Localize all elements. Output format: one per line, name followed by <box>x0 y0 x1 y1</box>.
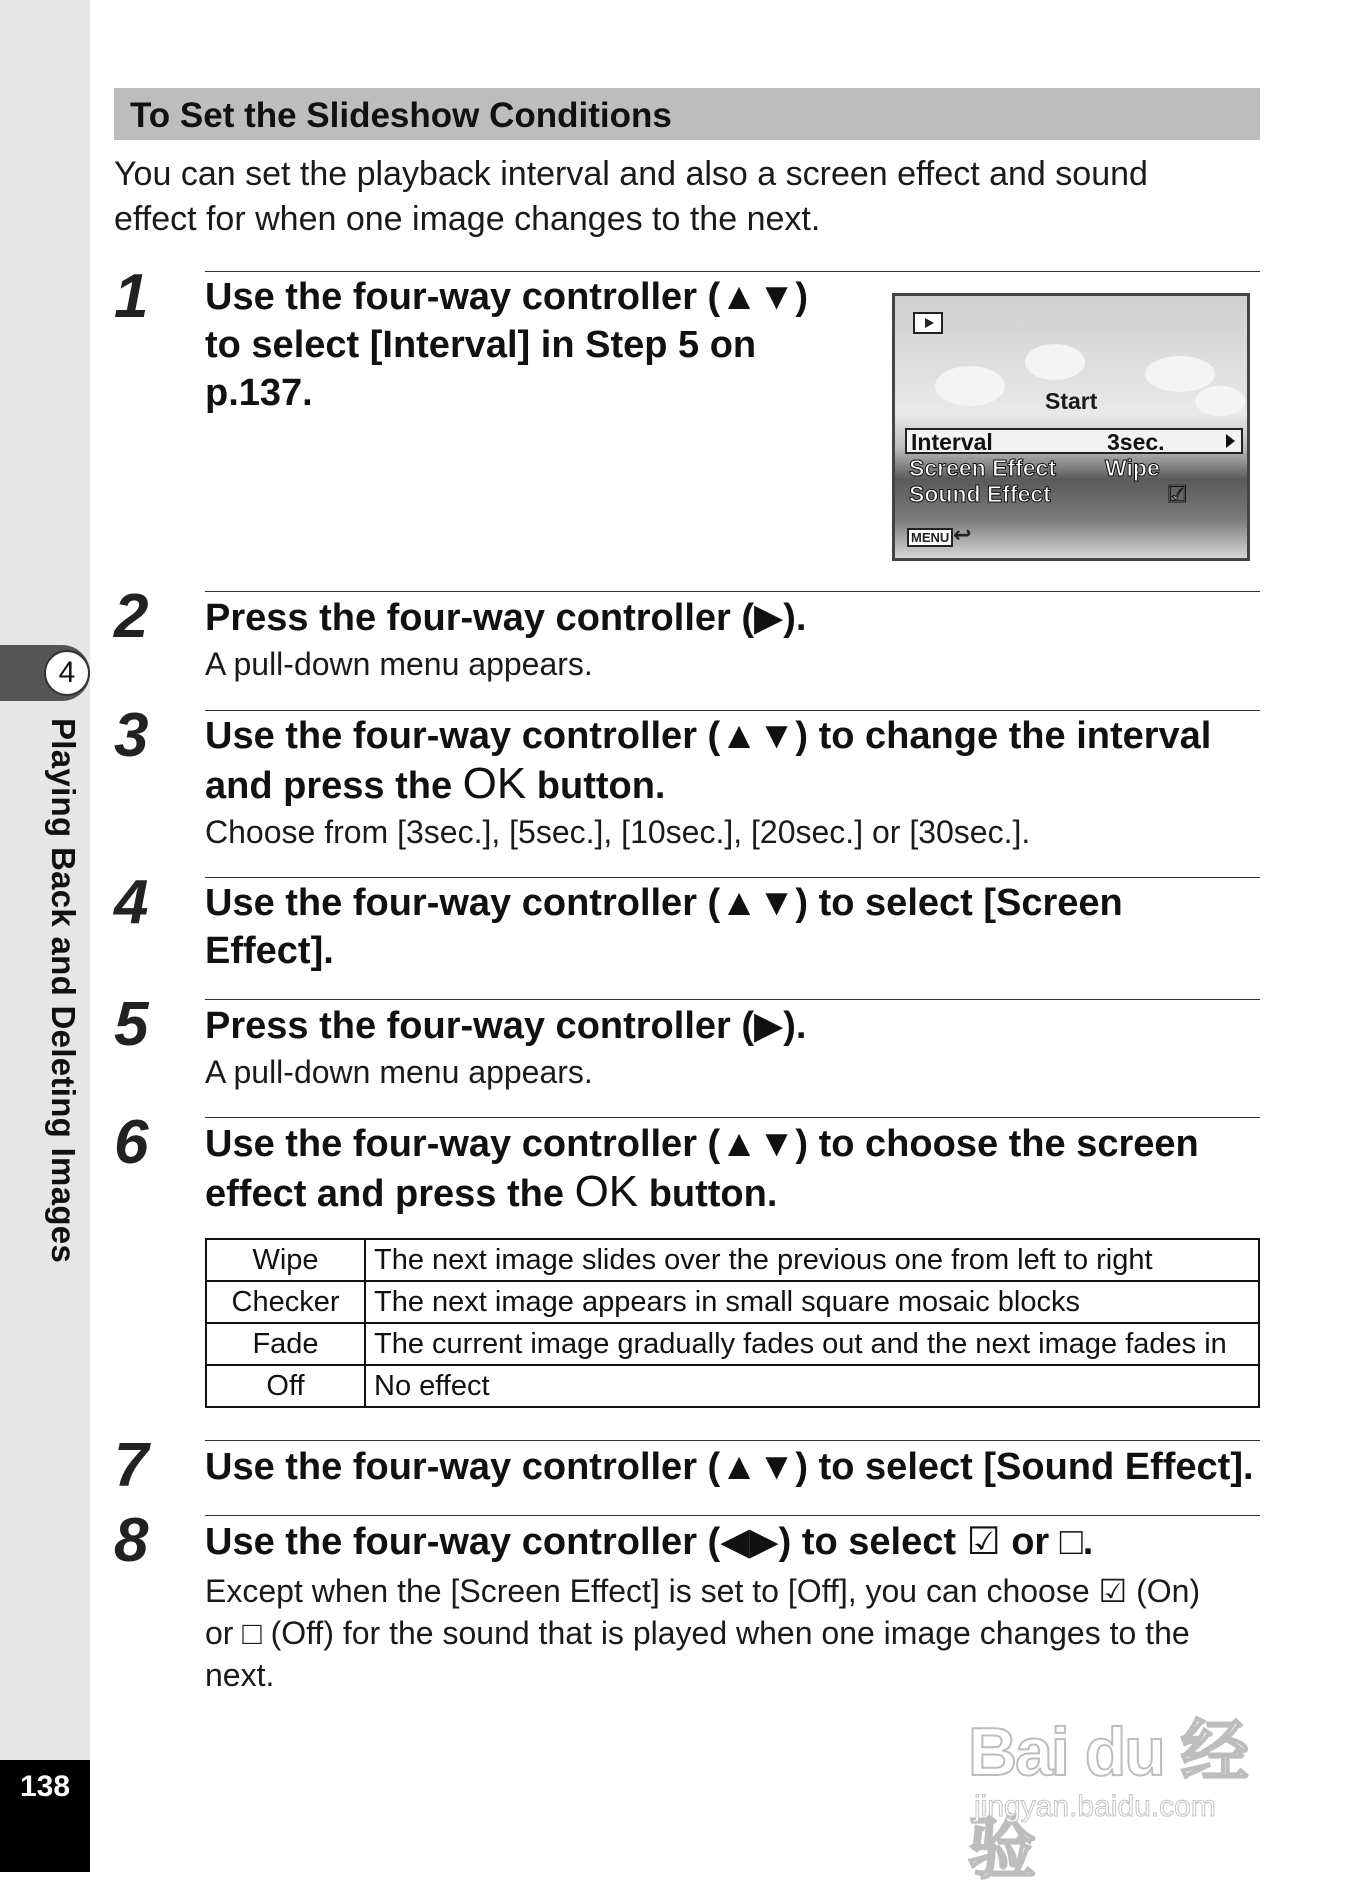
step-title-line: Use the four-way controller (▲▼) to change the interval <box>205 715 1212 757</box>
effect-description: No effect <box>365 1365 1259 1407</box>
description-line: or □ (Off) for the sound that is played when one image changes to the <box>205 1615 1190 1651</box>
checkbox-checked-icon: ☑ <box>1167 481 1188 507</box>
step-divider <box>205 710 1260 711</box>
step-title-line <box>205 760 1211 810</box>
step-title-line: Use the four-way controller (▲▼) to select [Screen <box>205 882 1123 924</box>
step-number: 3 <box>114 701 147 770</box>
table-row <box>206 1323 1259 1365</box>
step-number: 6 <box>114 1108 147 1177</box>
title-text: and press the <box>205 765 463 807</box>
step-divider <box>205 1117 1260 1118</box>
screen-effect-row <box>905 456 1245 482</box>
step-title-line: Use the four-way controller (▲▼) <box>205 276 809 318</box>
watermark-brand: Bai du 经验 <box>968 1714 1247 1887</box>
chapter-title: Playing Back and Deleting Images <box>45 718 82 1264</box>
ok-button-glyph: OK <box>462 759 527 808</box>
step-number: 1 <box>114 262 147 331</box>
cloud <box>935 366 1005 406</box>
step-divider <box>205 877 1260 878</box>
playback-mode-icon <box>913 312 943 334</box>
step-description: A pull-down menu appears. <box>205 1054 593 1090</box>
step-title: Press the four-way controller (▶). <box>205 597 807 639</box>
step-title <box>205 273 808 417</box>
title-text: button. <box>638 1173 778 1215</box>
baidu-watermark <box>968 1690 1288 1887</box>
cloud <box>1195 386 1245 416</box>
step-title-line: p.137. <box>205 372 313 414</box>
intro-paragraph <box>114 152 1264 242</box>
screen-effect-value: Wipe <box>1105 455 1160 481</box>
sound-effect-label: Sound Effect <box>909 481 1051 507</box>
effect-description: The next image appears in small square mosaic blocks <box>365 1281 1259 1323</box>
sound-effect-row <box>905 482 1245 508</box>
table-row <box>206 1281 1259 1323</box>
step-number: 8 <box>114 1506 147 1575</box>
watermark-url: jingyan.baidu.com <box>974 1790 1216 1823</box>
step-divider <box>205 999 1260 1000</box>
step-title <box>205 1120 1199 1218</box>
page-number: 138 <box>19 1770 71 1803</box>
step-title: Use the four-way controller (◀▶) to select ☑ or □. <box>205 1521 1094 1563</box>
step-description: A pull-down menu appears. <box>205 646 593 682</box>
start-option: Start <box>1045 388 1098 414</box>
intro-line: effect for when one image changes to the next. <box>114 200 821 238</box>
step-number: 2 <box>114 582 147 651</box>
interval-label: Interval <box>911 429 993 455</box>
step-title-line: Effect]. <box>205 930 334 972</box>
interval-value: 3sec. <box>1107 429 1165 455</box>
camera-lcd-screenshot <box>892 293 1250 561</box>
step-divider <box>205 1440 1260 1441</box>
menu-button-icon: MENU <box>907 528 953 547</box>
step-title: Press the four-way controller (▶). <box>205 1005 807 1047</box>
title-text: button. <box>526 765 666 807</box>
screen-effects-table <box>205 1238 1260 1408</box>
step-description: Choose from [3sec.], [5sec.], [10sec.], [20sec.] or [30sec.]. <box>205 814 1031 850</box>
effect-description: The current image gradually fades out and the next image fades in <box>365 1323 1259 1365</box>
screen-effect-label: Screen Effect <box>909 455 1057 481</box>
title-text: effect and press the <box>205 1173 575 1215</box>
effect-name: Fade <box>206 1323 365 1365</box>
effect-description: The next image slides over the previous one from left to right <box>365 1239 1259 1281</box>
step-number: 7 <box>114 1431 147 1500</box>
chapter-number: 4 <box>44 650 90 696</box>
step-divider <box>205 591 1260 592</box>
right-arrow-icon <box>1226 434 1235 448</box>
step-title-line: Use the four-way controller (▲▼) to choose the screen <box>205 1123 1199 1165</box>
step-divider <box>205 1515 1260 1516</box>
table-row <box>206 1365 1259 1407</box>
effect-name: Wipe <box>206 1239 365 1281</box>
step-title: Use the four-way controller (▲▼) to select [Sound Effect]. <box>205 1446 1254 1488</box>
step-title-line: to select [Interval] in Step 5 on <box>205 324 757 366</box>
effect-name: Off <box>206 1365 365 1407</box>
back-arrow-icon: ↩ <box>953 522 972 547</box>
step-title <box>205 712 1211 810</box>
step-number: 4 <box>114 868 147 937</box>
description-line: Except when the [Screen Effect] is set to [Off], you can choose ☑ (On) <box>205 1573 1201 1609</box>
cloud <box>1145 356 1215 392</box>
step-title-line <box>205 1168 1199 1218</box>
section-header <box>114 88 1260 140</box>
effect-name: Checker <box>206 1281 365 1323</box>
table-row <box>206 1239 1259 1281</box>
cloud <box>1025 344 1085 380</box>
intro-line: You can set the playback interval and also a screen effect and sound <box>114 155 1148 193</box>
section-title: To Set the Slideshow Conditions <box>130 96 672 135</box>
interval-row <box>905 428 1243 454</box>
step-number: 5 <box>114 990 147 1059</box>
description-line: next. <box>205 1657 275 1693</box>
step-description <box>205 1570 1200 1696</box>
step-title <box>205 879 1123 975</box>
step-divider <box>205 271 1260 272</box>
ok-button-glyph: OK <box>574 1167 639 1216</box>
